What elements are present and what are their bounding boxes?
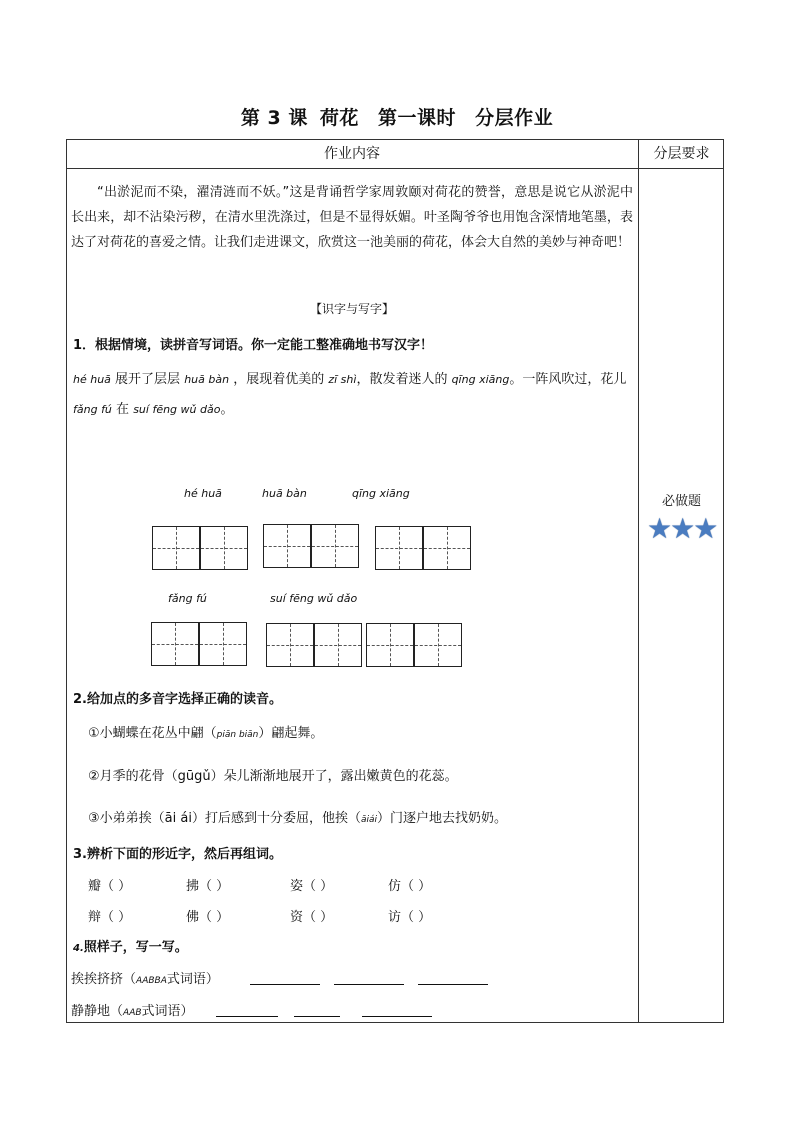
answer-blank[interactable]: [334, 984, 404, 985]
writing-box[interactable]: [414, 623, 462, 667]
question-2-item: ③小弟弟挨（āi ái）打后感到十分委屈，他挨（āiái）门逐户地去找奶奶。: [88, 811, 507, 826]
pattern-row: 挨挨挤挤（AABBA式词语）: [71, 972, 219, 987]
pinyin-label: suí fēng wǔ dǎo: [270, 592, 358, 605]
writing-box[interactable]: [314, 623, 362, 667]
writing-box[interactable]: [311, 524, 359, 568]
answer-blank[interactable]: [294, 1016, 340, 1017]
answer-blank[interactable]: [216, 1016, 278, 1017]
pattern-row: 静静地（AAB式词语）: [71, 1004, 194, 1019]
intro-paragraph: “出淤泥而不染，濯清涟而不妖。”这是背诵哲学家周敦颐对荷花的赞誉，意思是说它从淤泥中长出来，却不沾染污秽，在清水里洗涤过，但是不显得妖媚。叶圣陶爷爷也用饱含深情地笔墨，表达了对荷花的喜爱之情。让我们走进课文，欣赏这一池美丽的荷花，体会大自然的美妙与神奇吧！: [71, 185, 633, 250]
header-content: 作业内容: [324, 146, 380, 162]
char-pair: 辩（ ）: [88, 910, 132, 925]
answer-blank[interactable]: [250, 984, 320, 985]
question-4-title: 4.照样子，写一写。: [73, 940, 188, 955]
answer-blank[interactable]: [418, 984, 488, 985]
question-1-title: 1．根据情境，读拼音写词语。你一定能工整准确地书写汉字！: [73, 338, 434, 353]
column-divider: [638, 139, 639, 1023]
question-2-title: 2.给加点的多音字选择正确的读音。: [73, 692, 282, 707]
char-pair: 瓣（ ）: [88, 879, 132, 894]
requirement-label: 必做题: [661, 494, 701, 509]
writing-box[interactable]: [263, 524, 311, 568]
question-2-item: ②月季的花骨（gūgǔ）朵儿渐渐地展开了，露出嫩黄色的花蕊。: [88, 769, 458, 784]
writing-box[interactable]: [423, 526, 471, 570]
question-3-title: 3.辨析下面的形近字，然后再组词。: [73, 847, 282, 862]
char-pair: 访（ ）: [388, 910, 432, 925]
writing-box[interactable]: [366, 623, 414, 667]
homework-type: 分层作业: [475, 107, 554, 129]
page-title: [0, 103, 794, 130]
char-pair: 姿（ ）: [290, 879, 334, 894]
char-pair: 佛（ ）: [186, 910, 230, 925]
lesson-number: 第 3 课: [240, 107, 308, 129]
pinyin-label: qīng xiāng: [352, 487, 410, 500]
section-label: 【识字与写字】: [309, 302, 394, 316]
writing-box[interactable]: [266, 623, 314, 667]
question-2-item: ①小蝴蝶在花丛中翩（piān biān）翩起舞。: [88, 726, 324, 741]
writing-box[interactable]: [200, 526, 248, 570]
header-divider: [66, 168, 724, 169]
char-pair: 资（ ）: [290, 910, 334, 925]
answer-blank[interactable]: [362, 1016, 432, 1017]
writing-box[interactable]: [152, 526, 200, 570]
star-rating-icon: ★★★: [647, 512, 717, 545]
lesson-name: 荷花: [319, 107, 359, 129]
char-pair: 仿（ ）: [388, 879, 432, 894]
pinyin-label: hé huā: [184, 487, 222, 500]
writing-box[interactable]: [375, 526, 423, 570]
question-1-passage: hé huā 展开了层层 huā bàn ，展现着优美的 zī shì，散发着迷人的 qīng xiāng。一阵风吹过，花儿 fǎng fú 在 suí fēng wǔ dǎo。: [73, 372, 627, 417]
header-requirement: 分层要求: [653, 146, 710, 162]
writing-box[interactable]: [151, 622, 199, 666]
pinyin-label: fǎng fú: [168, 592, 207, 605]
pinyin-label: huā bàn: [262, 487, 307, 500]
writing-box[interactable]: [199, 622, 247, 666]
char-pair: 拂（ ）: [186, 879, 230, 894]
lesson-period: 第一课时: [377, 107, 456, 129]
